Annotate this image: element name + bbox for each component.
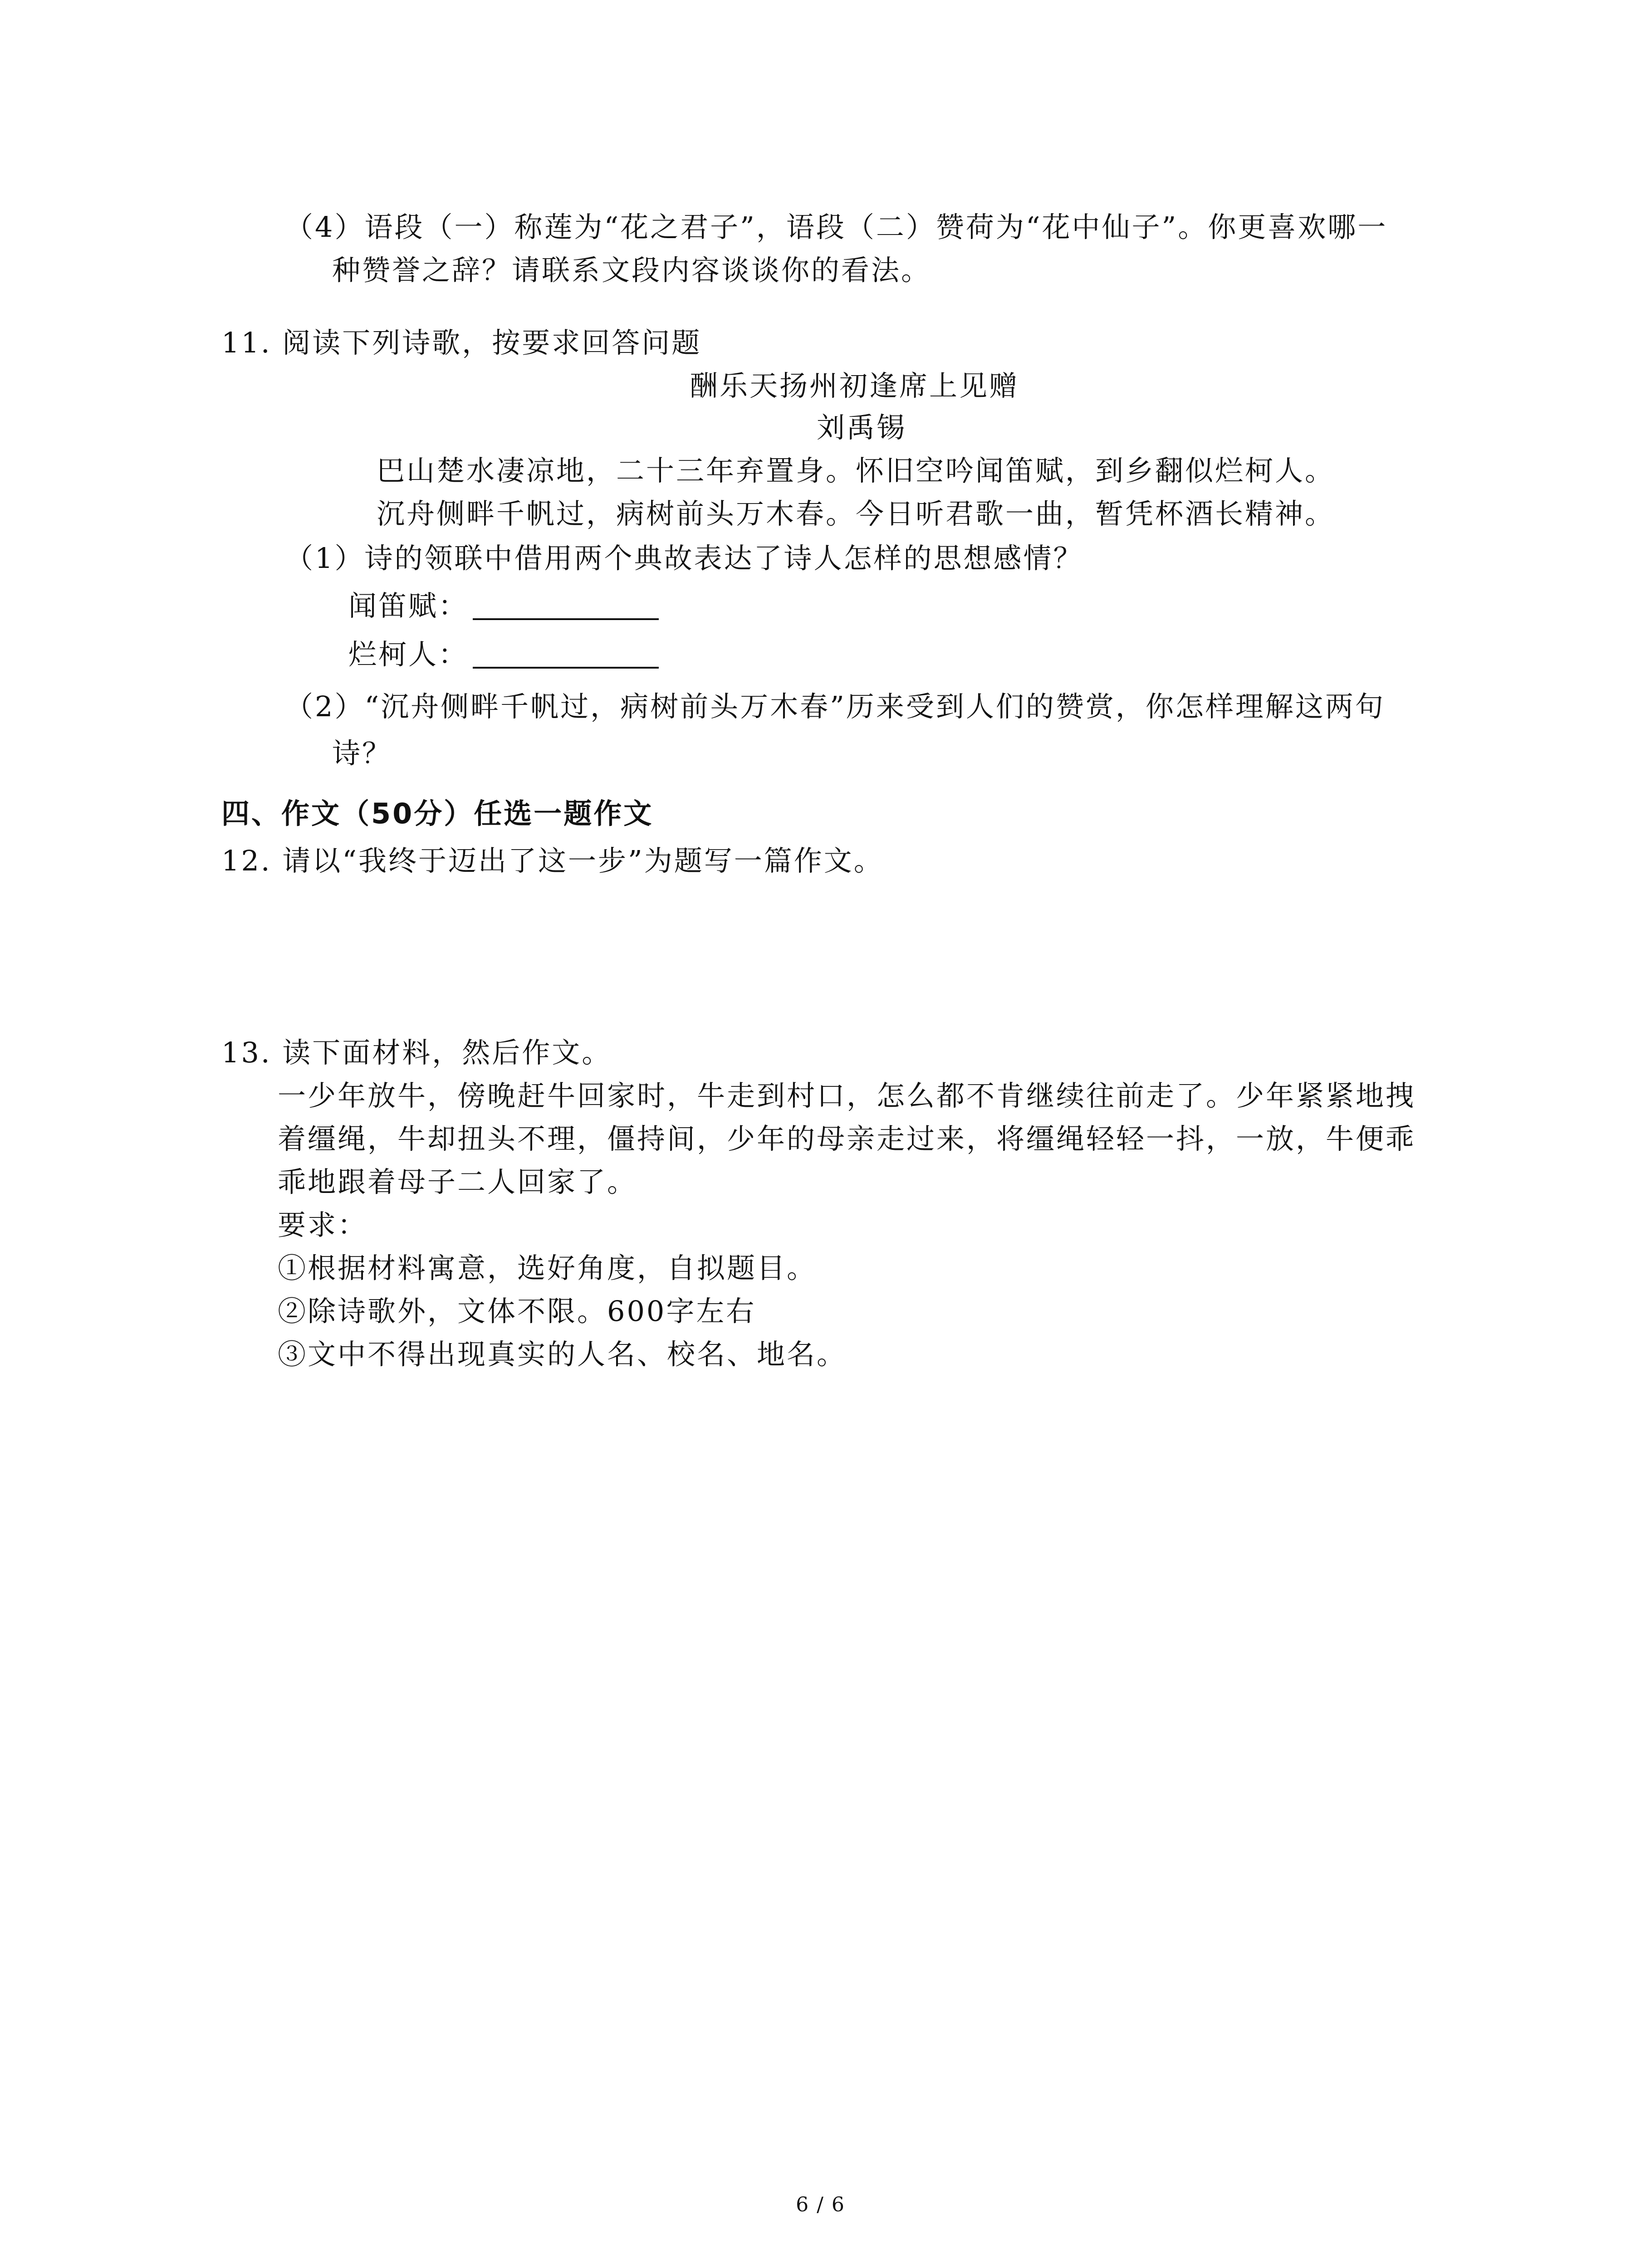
poem-author: 刘禹锡: [817, 411, 907, 444]
q13-requirement-2: ②除诗歌外，文体不限。600字左右: [278, 1295, 756, 1328]
q13-material-line2: 着缰绳，牛却扭头不理，僵持间，少年的母亲走过来，将缰绳轻轻一抖，一放，牛便乖: [278, 1122, 1416, 1155]
q11-stem: 11. 阅读下列诗歌，按要求回答问题: [221, 326, 702, 359]
poem-line-2: 沉舟侧畔千帆过，病树前头万木春。今日听君歌一曲，暂凭杯酒长精神。: [377, 497, 1335, 530]
blank-row-2: [348, 640, 659, 669]
q10-4-line2: 种赞誉之辞？请联系文段内容谈谈你的看法。: [332, 254, 931, 287]
section-4-heading: 四、作文（50分）任选一题作文: [221, 797, 654, 830]
answer-blank-2[interactable]: [473, 640, 659, 669]
q13-requirements-label: 要求：: [278, 1208, 368, 1242]
q13-stem: 13. 读下面材料，然后作文。: [221, 1036, 612, 1069]
q12-text: 12. 请以“我终于迈出了这一步”为题写一篇作文。: [221, 844, 884, 877]
q11-sub2-line2: 诗？: [332, 737, 392, 770]
q11-sub1: （1）诗的领联中借用两个典故表达了诗人怎样的思想感情？: [285, 542, 1083, 575]
q13-material-line1: 一少年放牛，傍晚赶牛回家时，牛走到村口，怎么都不肯继续往前走了。少年紧紧地拽: [278, 1079, 1416, 1112]
q10-4-line1: （4）语段（一）称莲为“花之君子”，语段（二）赞荷为“花中仙子”。你更喜欢哪一: [285, 210, 1388, 244]
poem-line-1: 巴山楚水凄凉地，二十三年弃置身。怀旧空吟闻笛赋，到乡翻似烂柯人。: [377, 454, 1335, 487]
poem-title: 酬乐天扬州初逢席上见赠: [690, 369, 1019, 402]
blank1-label: 闻笛赋：: [348, 589, 469, 622]
blank-row-1: [348, 589, 659, 622]
q13-requirement-1: ①根据材料寓意，选好角度，自拟题目。: [278, 1251, 817, 1285]
page-number: 6 / 6: [796, 2193, 845, 2216]
q13-material-line3: 乖地跟着母子二人回家了。: [278, 1165, 637, 1198]
q13-requirement-3: ③文中不得出现真实的人名、校名、地名。: [278, 1338, 847, 1371]
blank2-label: 烂柯人：: [348, 638, 469, 671]
q11-sub2-line1: （2）“沉舟侧畔千帆过，病树前头万木春”历来受到人们的赞赏，你怎样理解这两句: [285, 690, 1385, 723]
answer-blank-1[interactable]: [473, 592, 659, 620]
